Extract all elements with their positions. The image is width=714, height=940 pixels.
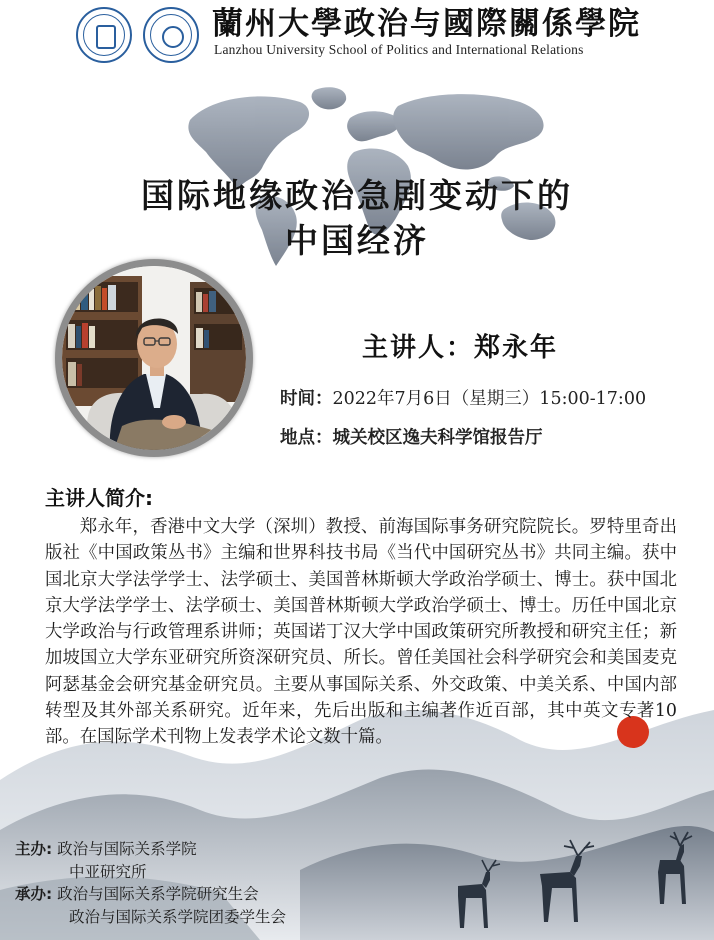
- host-label: 主办:: [15, 840, 53, 858]
- time-label: 时间：: [280, 389, 333, 409]
- event-place: [280, 424, 543, 449]
- host-1: 政治与国际关系学院: [57, 840, 197, 858]
- bio-text: 郑永年，香港中文大学（深圳）教授、前海国际事务研究院院长。罗特里奇出版社《中国政策丛书》主编和世界科技书局《当代中国研究丛书》共同主编。获中国北京大学法学学士、法学硕士、美国普林斯顿大学政治学硕士、博士。获中国北京大学法学学士、法学硕士、美国普林斯顿大学政治学硕士、博士。历任中国北京大学政治与行政管理系讲师；英国诺丁汉大学中国政策研究所教授和研究主任；新加坡国立大学东亚研究所资深研究员、所长。曾任美国社会科学研究会和美国麦克阿瑟基金会研究基金研究员。主要从事国际关系、外交政策、中美关系、中国内部转型及其外部关系研究。近年来，先后出版和主编著作近百部，其中英文专著10部。在国际学术刊物上发表学术论文数十篇。: [45, 517, 677, 748]
- co-host-1: 政治与国际关系学院研究生会: [57, 885, 259, 903]
- time-value: 2022年7月6日（星期三）15:00-17:00: [332, 389, 647, 409]
- speaker-portrait: [62, 266, 246, 450]
- spir-seal-icon: [143, 7, 199, 63]
- speaker-label: 主讲人：: [362, 333, 475, 363]
- school-name-cn: 蘭州大學政治与國際關係學院: [212, 6, 641, 42]
- event-time: [280, 385, 646, 410]
- speaker-line: [362, 327, 558, 364]
- place-label: 地点：: [280, 428, 333, 448]
- school-name-en: Lanzhou University School of Politics and International Relations: [214, 42, 584, 57]
- speaker-name: 郑永年: [474, 333, 559, 363]
- event-title-line2: 中国经济: [285, 221, 429, 260]
- bio-heading: 主讲人简介:: [45, 486, 153, 510]
- lzu-seal-icon: [76, 7, 132, 63]
- host-row: [15, 837, 197, 859]
- co-host-row: [15, 882, 259, 904]
- event-title-line1: 国际地缘政治急剧变动下的: [141, 176, 573, 215]
- co-host-label: 承办:: [15, 885, 53, 903]
- co-host-2: 政治与国际关系学院团委学生会: [69, 908, 287, 926]
- host-2: 中亚研究所: [69, 863, 147, 881]
- place-value: 城关校区逸夫科学馆报告厅: [332, 428, 543, 448]
